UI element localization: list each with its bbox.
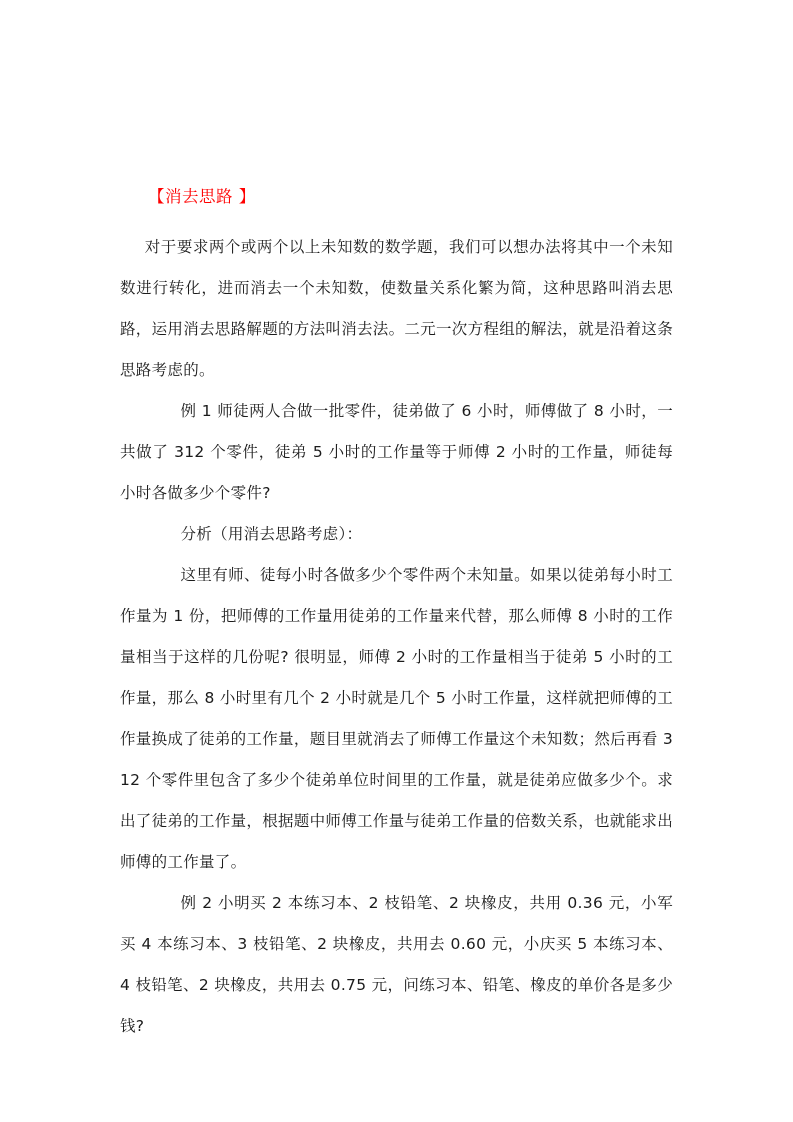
section-title: 【消去思路 】 xyxy=(148,187,256,206)
analysis-label: 分析（用消去思路考虑）： xyxy=(180,525,363,543)
analysis-paragraph: 这里有师、徒每小时各做多少个零件两个未知量。如果以徒弟每小时工作量为 1 份，把师傅的工作量用徒弟的工作量来代替，那么师傅 8 小时的工作量相当于这样的几份呢? 很明显，师傅 2 小时的工作量相当于徒弟 5 小时的工作量，那么 8 小时里有几个 2 小时就是几个 5 小时工作量，这样就把师傅的工作量换成了徒弟的工作量，题目里就消去了师傅工作量这个未知数；然后再看 312 个零件里包含了多少个徒弟单位时间里的工作量，就是徒弟应做多少个。求出了徒弟的工作量，根据题中师傅工作量与徒弟工作量的倍数关系，也就能求出师傅的工作量了。 xyxy=(120,566,674,871)
intro-paragraph: 对于要求两个或两个以上未知数的数学题，我们可以想办法将其中一个未知数进行转化，进而消去一个未知数，使数量关系化繁为简，这种思路叫消去思路，运用消去思路解题的方法叫消去法。二元一次方程组的解法，就是沿着这条思路考虑的。 xyxy=(120,238,674,379)
example-1-paragraph: 例 1 师徒两人合做一批零件，徒弟做了 6 小时，师傅做了 8 小时，一共做了 312 个零件，徒弟 5 小时的工作量等于师傅 2 小时的工作量，师徒每小时各做多少个零件? xyxy=(120,402,673,502)
example-2-paragraph: 例 2 小明买 2 本练习本、2 枝铅笔、2 块橡皮，共用 0.36 元，小军买 4 本练习本、3 枝铅笔、2 块橡皮，共用去 0.60 元，小庆买 5 本练习本、4 枝铅笔、2 块橡皮，共用去 0.75 元，问练习本、铅笔、橡皮的单价各是多少钱? xyxy=(120,894,673,1035)
